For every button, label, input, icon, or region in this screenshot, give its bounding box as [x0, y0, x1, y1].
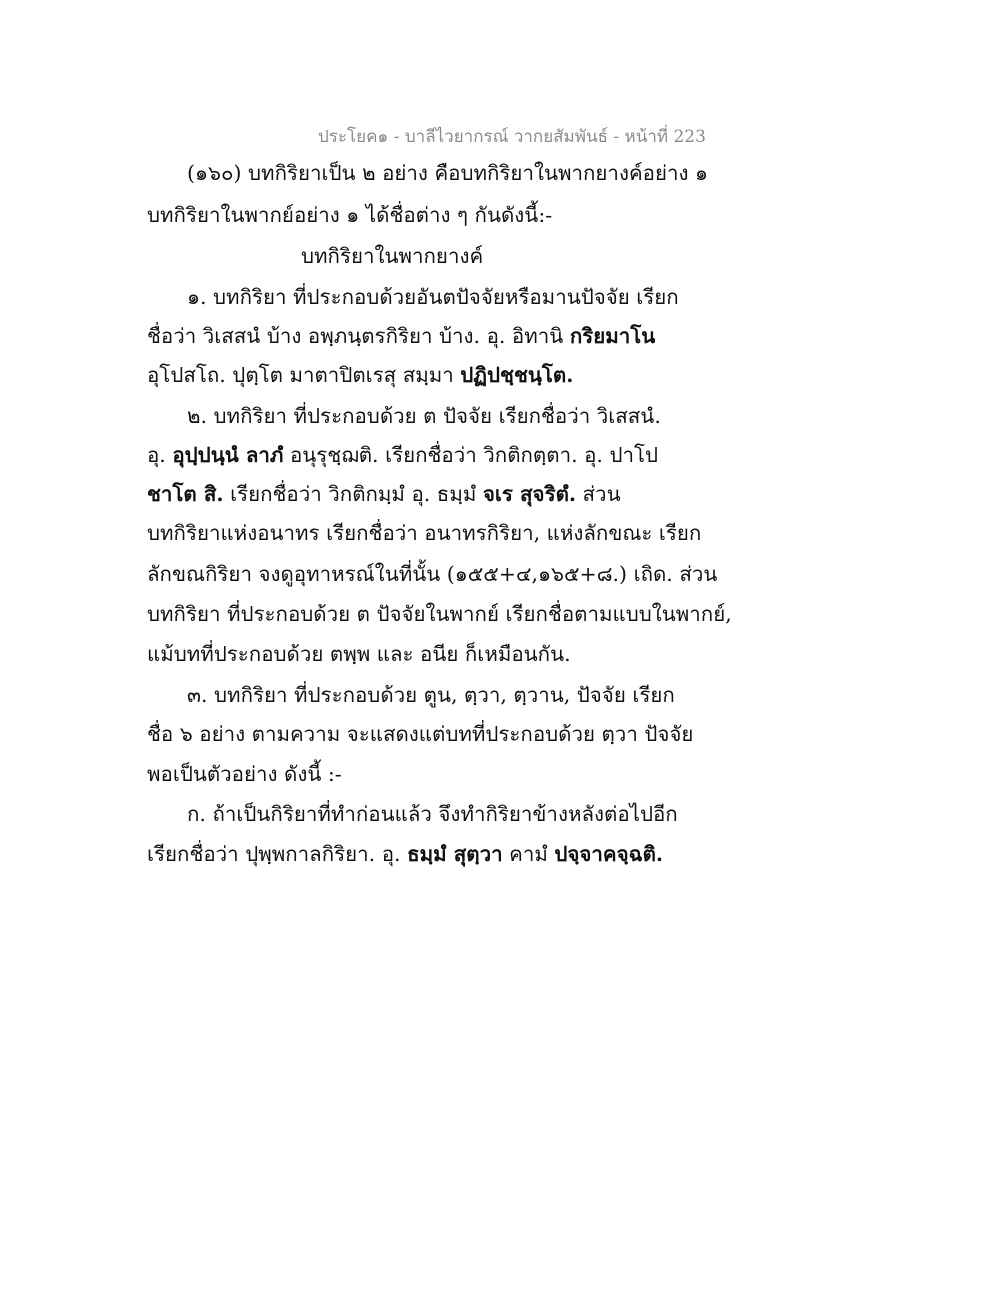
text-line-4: ๑. บทกิริยา ที่ประกอบด้วยอันตปัจจัยหรือมานปัจจัย เรียก [187, 285, 679, 309]
text-line-15: ชื่อ ๖ อย่าง ตามความ จะแสดงแต่บทที่ประกอบด้วย ตฺวา ปัจจัย [147, 722, 694, 746]
text-span: อนุรุชฺฌติ. เรียกชื่อว่า วิกติกตฺตา. อุ. ปาโป [283, 443, 658, 467]
bold-term: จเร สุจริตํ. [482, 482, 577, 506]
text-line-16: พอเป็นตัวอย่าง ดังนี้ :- [147, 762, 342, 786]
text-line-11: ลักขณกิริยา จงดูอุทาหรณ์ในที่นั้น (๑๕๕+๔,๑๖๕+๘.) เถิด. ส่วน [147, 562, 718, 586]
bold-term: อุปฺปนฺนํ ลาภํ [172, 443, 284, 467]
text-line-17: ก. ถ้าเป็นกิริยาที่ทำก่อนแล้ว จึงทำกิริยาข้างหลังต่อไปอีก [187, 802, 678, 826]
bold-term: ปฏิปชฺชนฺโต. [460, 363, 574, 387]
bold-term: ธมฺมํ สุตฺวา [407, 842, 503, 866]
text-line-10: บทกิริยาแห่งอนาทร เรียกชื่อว่า อนาทรกิริยา, แห่งลักขณะ เรียก [147, 521, 702, 545]
text-span: คามํ [502, 842, 555, 866]
text-span: ส่วน [576, 482, 621, 506]
text-span: ชื่อว่า วิเสสนํ บ้าง อพฺภนฺตรกิริยา บ้าง. อุ. อิทานิ [147, 324, 570, 348]
text-line-2: บทกิริยาในพากย์อย่าง ๑ ได้ชื่อต่าง ๆ กันดังนี้:- [147, 203, 553, 227]
text-line-8 [147, 442, 658, 468]
section-heading: บทกิริยาในพากยางค์ [301, 244, 484, 268]
bold-term: กริยมาโน [569, 324, 656, 348]
text-line-14: ๓. บทกิริยา ที่ประกอบด้วย ตูน, ตฺวา, ตฺวาน, ปัจจัย เรียก [187, 683, 675, 707]
text-span: เรียกชื่อว่า วิกติกมฺมํ อุ. ธมฺมํ [223, 482, 483, 506]
text-line-13: แม้บทที่ประกอบด้วย ตพฺพ และ อนีย ก็เหมือนกัน. [147, 642, 571, 666]
text-span: อุโปสโถ. ปุตฺโต มาตาปิตเรสุ สมฺมา [147, 363, 461, 387]
text-line-5 [147, 323, 655, 349]
text-line-6 [147, 362, 573, 388]
text-span: เรียกชื่อว่า ปุพฺพกาลกิริยา. อุ. [147, 842, 408, 866]
bold-term: ชาโต สิ. [147, 482, 224, 506]
text-line-9 [147, 481, 621, 507]
text-line-18 [147, 841, 663, 867]
bold-term: ปจฺจาคจฺฉติ. [554, 842, 664, 866]
text-line-1: (๑๖๐) บทกิริยาเป็น ๒ อย่าง คือบทกิริยาในพากยางค์อย่าง ๑ [187, 161, 709, 185]
running-header: ประโยค๑ - บาลีไวยากรณ์ วากยสัมพันธ์ - หน้าที่ 223 [318, 127, 706, 147]
text-line-7: ๒. บทกิริยา ที่ประกอบด้วย ต ปัจจัย เรียกชื่อว่า วิเสสนํ. [187, 404, 661, 428]
text-line-12: บทกิริยา ที่ประกอบด้วย ต ปัจจัยในพากย์ เรียกชื่อตามแบบในพากย์, [147, 602, 732, 626]
text-span: อุ. [147, 443, 173, 467]
